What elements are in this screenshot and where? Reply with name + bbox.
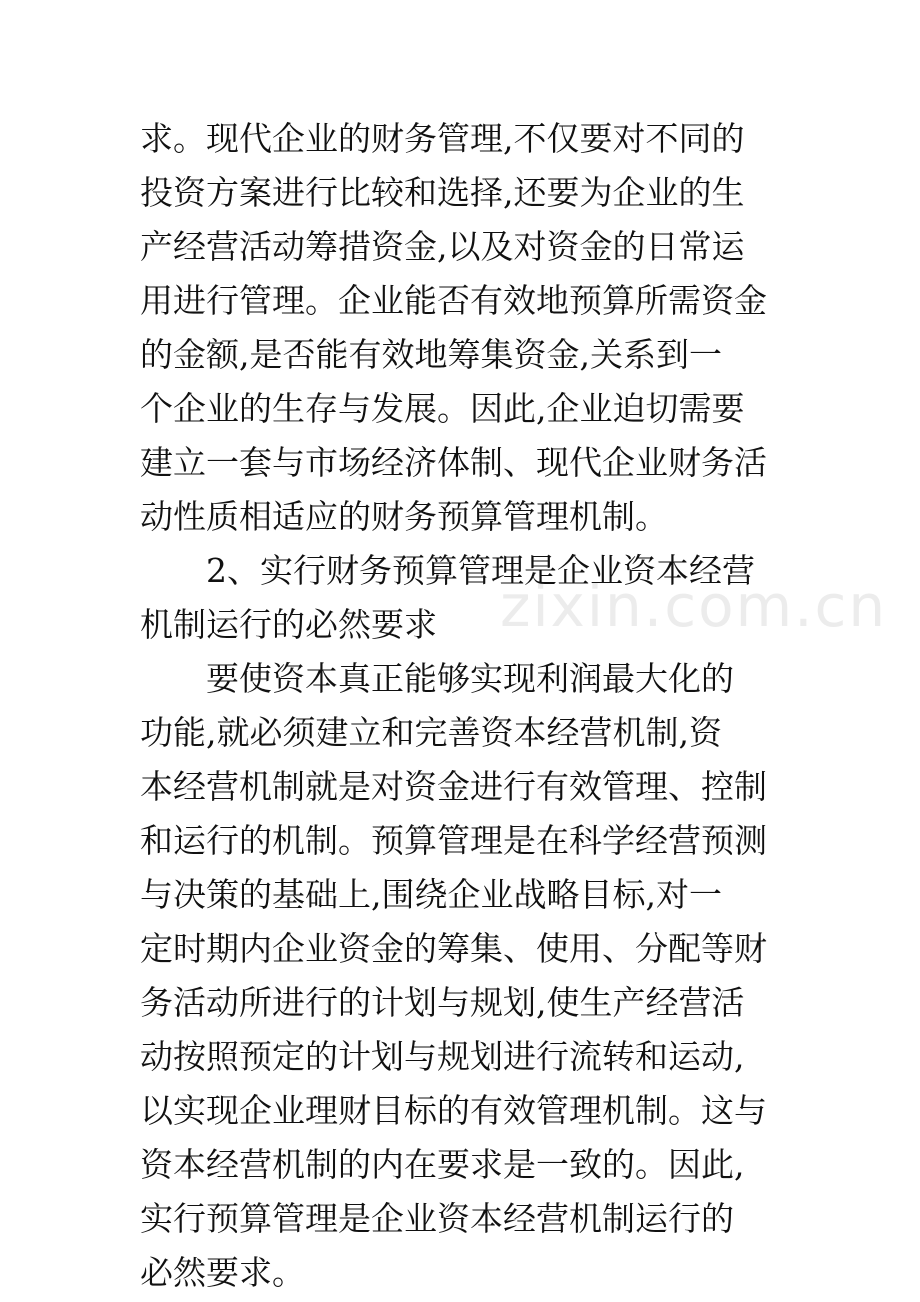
text-line: 实行预算管理是企业资本经营机制运行的: [140, 1199, 734, 1238]
section-heading-line: 2、实行财务预算管理是企业资本经营: [206, 551, 755, 590]
text-line: 动按照预定的计划与规划进行流转和运动,: [140, 1037, 745, 1076]
text-line: 投资方案进行比较和选择,还要为企业的生: [140, 173, 745, 212]
text-line: 务活动所进行的计划与规划,使生产经营活: [140, 983, 745, 1022]
text-line: 用进行管理。企业能否有效地预算所需资金: [140, 281, 767, 320]
text-line: 功能,就必须建立和完善资本经营机制,资: [140, 713, 722, 752]
text-line: 以实现企业理财目标的有效管理机制。这与: [140, 1091, 767, 1130]
text-line: 资本经营机制的内在要求是一致的。因此,: [140, 1145, 745, 1184]
text-line: 个企业的生存与发展。因此,企业迫切需要: [140, 389, 745, 428]
text-line: 与决策的基础上,围绕企业战略目标,对一: [140, 875, 722, 914]
text-line: 和运行的机制。预算管理是在科学经营预测: [140, 821, 767, 860]
text-line: 本经营机制就是对资金进行有效管理、控制: [140, 767, 767, 806]
text-line: 要使资本真正能够实现利润最大化的: [206, 659, 734, 698]
text-line: 定时期内企业资金的筹集、使用、分配等财: [140, 929, 767, 968]
text-line: 动性质相适应的财务预算管理机制。: [140, 497, 668, 536]
text-line: 必然要求。: [140, 1253, 305, 1292]
watermark: zixin.com.cn: [500, 572, 888, 640]
text-line: 产经营活动筹措资金,以及对资金的日常运: [140, 227, 745, 266]
text-line: 求。现代企业的财务管理,不仅要对不同的: [140, 119, 745, 158]
text-line: 建立一套与市场经济体制、现代企业财务活: [140, 443, 767, 482]
text-line: 的金额,是否能有效地筹集资金,关系到一: [140, 335, 722, 374]
section-heading-line: 机制运行的必然要求: [140, 605, 437, 644]
body-text: [140, 112, 790, 1300]
